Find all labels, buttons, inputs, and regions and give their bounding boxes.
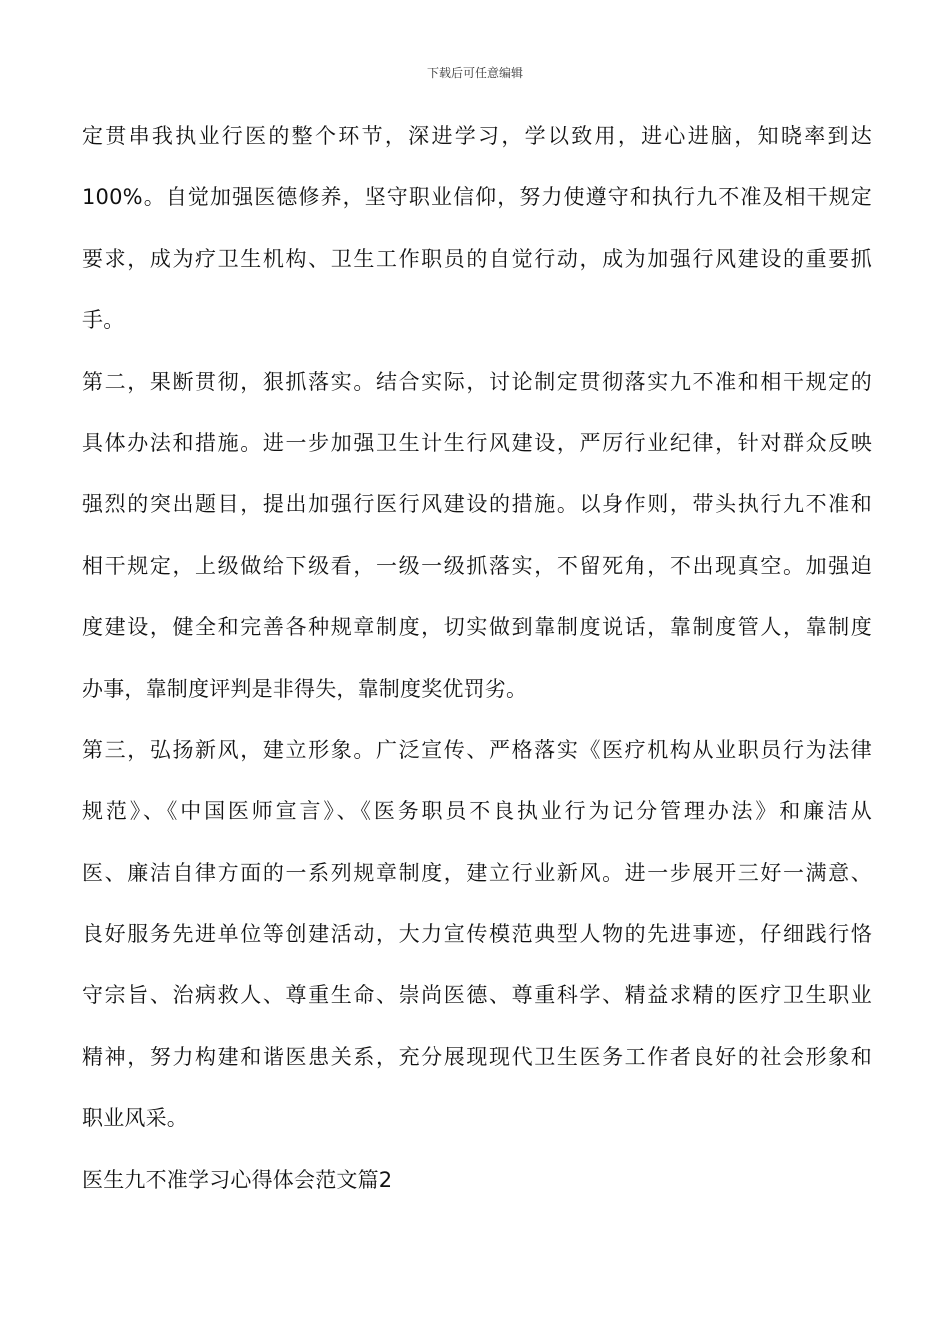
text-line: 职业风采。 [82, 1106, 188, 1131]
text-line: 良好服务先进单位等创建活动，大力宣传模范典型人物的先进事迹，仔细践行恪 [82, 922, 872, 947]
text-line: 医、廉洁自律方面的一系列规章制度，建立行业新风。进一步展开三好一满意、 [82, 860, 872, 885]
paragraph-2 [82, 352, 872, 720]
text-line: 规范》、《中国医师宣言》、《医务职员不良执业行为记分管理办法》和廉洁从 [82, 799, 872, 824]
text-line: 手。 [82, 308, 125, 333]
paragraph-1 [82, 106, 872, 352]
text-line: 办事，靠制度评判是非得失，靠制度奖优罚劣。 [82, 676, 528, 701]
text-line: 第二，果断贯彻，狠抓落实。结合实际，讨论制定贯彻落实九不准和相干规定的 [82, 369, 872, 394]
text-line: 相干规定，上级做给下级看，一级一级抓落实，不留死角，不出现真空。加强迫 [82, 553, 872, 578]
text-line: 第三，弘扬新风，建立形象。广泛宣传、严格落实《医疗机构从业职员行为法律 [82, 737, 872, 762]
section-title: 医生九不准学习心得体会范文篇2 [82, 1167, 393, 1192]
text-line: 要求，成为疗卫生机构、卫生工作职员的自觉行动，成为加强行风建设的重要抓 [82, 246, 872, 271]
text-line: 精神，努力构建和谐医患关系，充分展现现代卫生医务工作者良好的社会形象和 [82, 1044, 872, 1069]
text-line: 度建设，健全和完善各种规章制度，切实做到靠制度说话，靠制度管人，靠制度 [82, 615, 872, 640]
paragraph-3 [82, 720, 872, 1150]
text-line: 100%。自觉加强医德修养，坚守职业信仰，努力使遵守和执行九不准及相干规定 [82, 185, 872, 210]
section-heading [82, 1150, 872, 1211]
page-header-note: 下载后可任意编辑 [426, 66, 523, 80]
text-line: 具体办法和措施。进一步加强卫生计生行风建设，严厉行业纪律，针对群众反映 [82, 430, 872, 455]
document-body [82, 106, 872, 1211]
text-line: 强烈的突出题目，提出加强行医行风建设的措施。以身作则，带头执行九不准和 [82, 492, 872, 517]
text-line: 定贯串我执业行医的整个环节，深进学习，学以致用，进心进脑，知晓率到达 [82, 124, 872, 148]
text-line: 守宗旨、治病救人、尊重生命、崇尚医德、尊重科学、精益求精的医疗卫生职业 [82, 983, 872, 1008]
